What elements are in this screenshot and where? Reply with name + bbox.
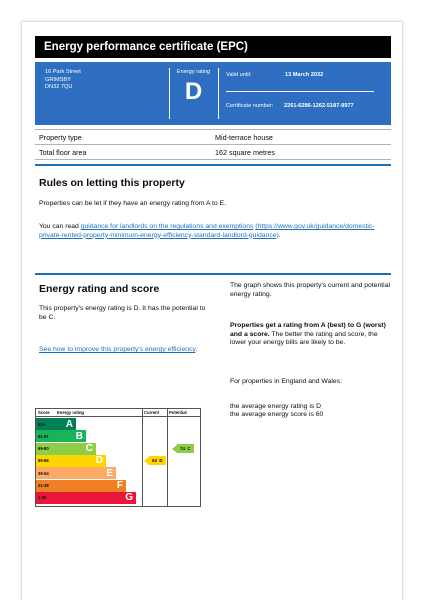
landlord-guidance-link[interactable]: guidance for landlords on the regulations and exemptions <box>80 223 254 230</box>
floor-area-value: 162 square metres <box>215 148 275 157</box>
energy-rating-text: This property's energy rating is D. It has the potential to be C. <box>39 305 206 321</box>
address-line: DN32 7QU <box>45 84 73 90</box>
potential-rating-arrow <box>172 444 194 453</box>
improve-efficiency-link[interactable]: See how to improve this property's energy efficiency <box>39 346 196 353</box>
current-header: Current <box>144 410 160 415</box>
current-rating-arrow <box>144 456 166 465</box>
energy-rating-box <box>170 68 217 119</box>
rules-text: Properties can be let if they have an energy rating from A to E. <box>39 200 227 207</box>
valid-until-value: 13 March 2032 <box>285 72 324 78</box>
table-border <box>35 144 391 145</box>
band-range: 21-38 <box>38 483 49 488</box>
guidance-suffix: . <box>278 231 281 239</box>
average-rating-text: the average energy rating is D <box>230 403 322 410</box>
rating-explanation-bold: Properties get a rating from A (best) to G (worst) and a score. <box>230 322 386 338</box>
section-divider <box>35 164 391 166</box>
potential-rating-arrow-label: 74 C <box>177 444 194 453</box>
floor-area-label: Total floor area <box>39 148 87 157</box>
address-line: GRIMSBY <box>45 76 71 83</box>
rating-band-b <box>36 430 86 442</box>
band-letter: D <box>95 455 103 467</box>
rating-band-a <box>36 418 76 430</box>
score-header: Score <box>38 410 50 415</box>
page-title: Energy performance certificate (EPC) <box>35 36 391 58</box>
landlord-guidance-url[interactable]: (https://www.gov.uk/guidance/domestic-private-rented-property-minimum-energy-efficiency-standard-landlord-guidance) <box>39 223 375 239</box>
table-border <box>35 159 391 160</box>
band-letter: F <box>116 480 123 491</box>
certificate-number-value: 2261-6286-1262-5187-8977 <box>284 103 354 109</box>
energy-rating-value: D <box>184 78 203 105</box>
rating-header: Energy rating <box>57 410 84 415</box>
rules-guidance-prefix: You can read <box>39 223 81 230</box>
improve-suffix: . <box>195 346 198 353</box>
table-border <box>35 129 391 130</box>
divider <box>218 68 219 119</box>
rating-explanation-rest: The better the rating and score, the lower your energy bills are likely to be. <box>230 330 378 346</box>
band-letter: E <box>106 467 113 479</box>
band-range: 81-91 <box>38 433 49 439</box>
chart-column-divider <box>142 408 143 507</box>
rating-band-e <box>36 467 116 479</box>
rules-heading: Rules on letting this property <box>39 177 185 189</box>
energy-rating-label: Energy rating <box>176 69 211 75</box>
rating-band-d <box>36 455 106 467</box>
band-letter: G <box>125 492 133 504</box>
property-type-label: Property type <box>39 133 82 142</box>
rating-band-f <box>36 480 126 492</box>
epc-page <box>22 22 402 600</box>
rating-explanation <box>230 322 390 348</box>
potential-header: Potential <box>169 410 187 415</box>
rating-band-g <box>36 492 136 504</box>
improve-paragraph <box>39 346 204 355</box>
valid-until-label: Valid until: <box>226 72 252 78</box>
band-range: 39-54 <box>38 470 49 476</box>
certificate-number-label: Certificate number: <box>226 103 274 109</box>
current-rating-arrow-label: 62 D <box>149 456 166 465</box>
chart-column-divider <box>167 408 168 507</box>
divider <box>226 91 374 92</box>
band-range: 1-20 <box>38 495 47 501</box>
property-type-value: Mid-terrace house <box>215 133 273 142</box>
band-range: 69-80 <box>38 446 49 452</box>
section-divider <box>35 273 391 275</box>
property-address <box>45 69 81 92</box>
rating-band-c <box>36 443 96 455</box>
band-letter: B <box>75 430 83 442</box>
rules-guidance-paragraph <box>39 223 387 240</box>
band-letter: C <box>85 443 93 455</box>
band-range: 55-68 <box>38 458 49 464</box>
band-letter: A <box>65 418 73 430</box>
energy-heading: Energy rating and score <box>39 283 160 295</box>
chart-header-divider <box>35 416 201 417</box>
england-wales-text: For properties in England and Wales: <box>230 378 342 385</box>
average-score-text: the average energy score is 60 <box>230 411 324 418</box>
band-range: 92+ <box>38 421 46 427</box>
address-line: 16 Park Street <box>45 69 81 75</box>
summary-panel <box>35 62 391 125</box>
graph-explanation: The graph shows this property's current and potential energy rating. <box>230 282 390 298</box>
